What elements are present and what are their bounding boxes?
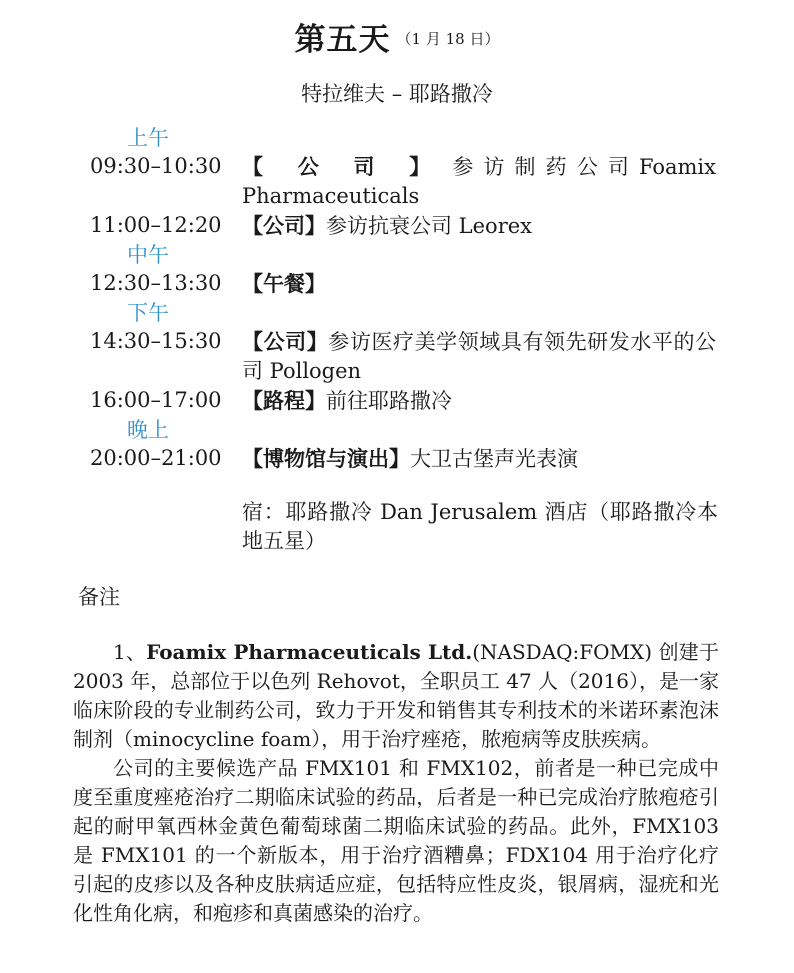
route-subtitle: 特拉维夫 – 耶路撒冷 [301,82,493,106]
schedule-tag: 【路程】 [242,388,326,413]
day-date: （1 月 18 日） [396,30,500,48]
schedule-desc [242,327,716,386]
schedule-desc [242,386,716,416]
schedule-tag: 【午餐】 [242,271,326,296]
schedule-text: 参访医疗美学领域具有领先研发水平的公司 Pollogen [242,330,717,383]
day-title-text: 第五天 [294,22,391,58]
day-title [0,14,794,59]
schedule-text: 参访抗衰公司 Leorex [326,214,533,238]
period-noon: 中午 [127,243,169,267]
schedule-desc [242,444,716,474]
note-text: (NASDAQ:FOMX) 创建于 2003 年，总部位于以色列 Rehovot，全职员工 47 人（2016），是一家临床阶段的专业制药公司，致力于开发和销售其专利技术的米诺环素泡沫制剂（minocycline foam），用于治疗痤疮，脓疱病等皮肤疾病。 [73,640,719,751]
note-index: 1、 [113,640,147,664]
schedule [0,124,794,474]
period-morning: 上午 [127,126,169,150]
schedule-time: 20:00–21:00 [90,446,222,470]
schedule-text: 参 访 制 药 公 司 Foamix Pharmaceuticals [242,155,716,208]
company-name: Foamix Pharmaceuticals Ltd. [146,640,473,664]
schedule-tag: 【公司】 [242,329,329,354]
period-afternoon: 下午 [127,301,169,325]
schedule-desc [242,211,716,241]
schedule-tag: 【博物馆与演出】 [242,446,410,471]
note-paragraph [73,638,719,754]
schedule-time: 12:30–13:30 [90,271,222,295]
schedule-text: 前往耶路撒冷 [326,389,452,413]
period-evening: 晚上 [127,418,169,442]
schedule-row [0,386,794,416]
note-paragraph: 公司的主要候选产品 FMX101 和 FMX102，前者是一种已完成中度至重度痤疮治疗二期临床试验的药品，后者是一种已完成治疗脓疱疮引起的耐甲氧西林金黄色葡萄球菌二期临床试验的药品。此外，FMX103 是 FMX101 的一个新版本，用于治疗酒糟鼻；FDX104 用于治疗化疗引起的皮疹以及各种皮肤病适应症，包括特应性皮炎，银屑病，湿疣和光化性角化病，和疱疹和真菌感染的治疗。 [73,756,719,925]
schedule-time: 11:00–12:20 [90,213,222,237]
schedule-row [0,211,794,241]
notes-heading: 备注 [78,585,120,609]
schedule-tag: 【 公 司 】 [242,154,444,179]
schedule-time: 16:00–17:00 [90,388,222,412]
schedule-row [0,444,794,474]
schedule-desc [242,152,716,211]
schedule-row [0,152,794,211]
schedule-tag: 【公司】 [242,213,326,238]
schedule-text: 大卫古堡声光表演 [410,447,578,471]
schedule-time: 14:30–15:30 [90,329,222,353]
schedule-row [0,269,794,299]
hotel-info: 宿：耶路撒冷 Dan Jerusalem 酒店（耶路撒冷本地五星） [242,500,718,553]
notes-body [73,638,719,928]
schedule-row [0,327,794,386]
schedule-time: 09:30–10:30 [90,154,222,178]
schedule-desc [242,269,716,299]
